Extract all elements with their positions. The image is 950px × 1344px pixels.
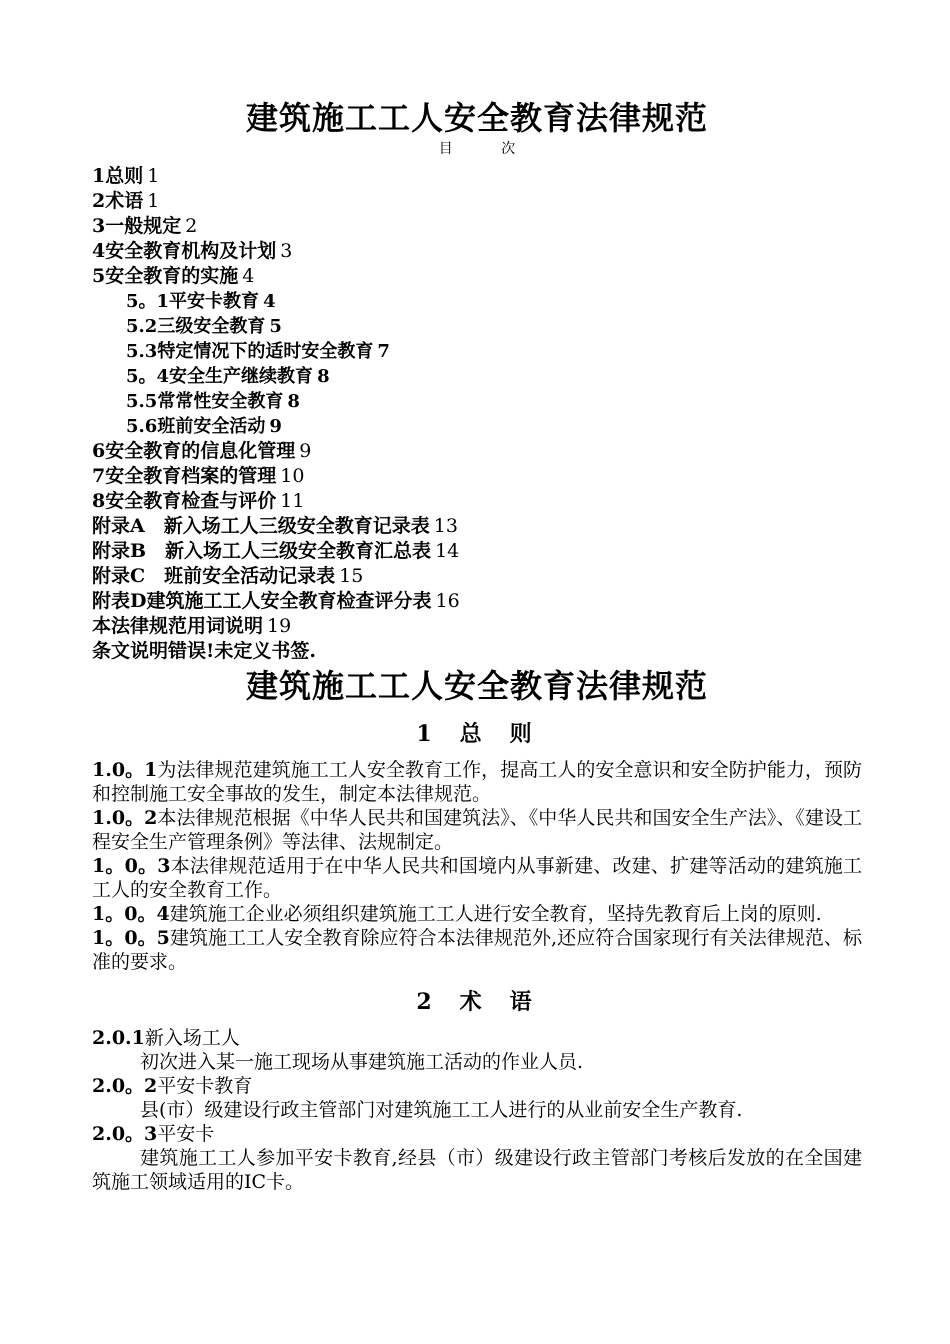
toc-entry-page: 3: [280, 240, 293, 262]
toc-entry-page: 13: [433, 515, 458, 537]
toc-entry-title: 8安全教育检查与评价: [92, 490, 277, 512]
chapter-1-heading: [92, 718, 862, 750]
toc-entry[interactable]: [92, 564, 862, 589]
clause-number: 1.0。2: [92, 807, 158, 829]
document-page: [92, 92, 862, 1194]
toc-entry[interactable]: [92, 589, 862, 614]
toc-entry-title: 2术语: [92, 190, 144, 212]
toc-entry-title: 5.2三级安全教育: [126, 316, 266, 337]
table-of-contents: [92, 164, 862, 664]
clause-number: 1。0。5: [92, 927, 170, 949]
toc-entry[interactable]: [92, 539, 862, 564]
toc-entry-page: 9: [269, 416, 282, 437]
toc-entry-page: 16: [435, 590, 460, 612]
term-number: 2.0。3: [92, 1123, 158, 1145]
chapter-name-part: 术: [459, 989, 488, 1015]
toc-entry-title: 5.6班前安全活动: [126, 416, 266, 437]
toc-entry-page: 4: [242, 265, 255, 287]
toc-entry-page: 15: [339, 565, 364, 587]
chapter-name-part: 语: [509, 989, 538, 1015]
term-definition: 县(市）级建设行政主管部门对建筑施工工人进行的从业前安全生产教育.: [140, 1099, 743, 1121]
toc-entry-page: 2: [185, 215, 198, 237]
toc-entry-page: 9: [299, 440, 312, 462]
toc-entry-title: 5.3特定情况下的适时安全教育: [126, 341, 374, 362]
toc-entry[interactable]: [92, 364, 862, 389]
chapter-name-part: 总: [459, 721, 488, 747]
chapter-1-clauses: [92, 758, 862, 974]
toc-entry[interactable]: [92, 239, 862, 264]
clause-paragraph: [92, 806, 862, 854]
body-title: 建筑施工工人安全教育法律规范: [245, 667, 708, 705]
term-name: 平安卡教育: [157, 1075, 253, 1097]
toc-entry-title: 5。4安全生产继续教育: [126, 366, 314, 387]
toc-entry-page: 1: [147, 190, 160, 212]
clause-text: 建筑施工企业必须组织建筑施工工人进行安全教育，坚持先教育后上岗的原则.: [169, 903, 822, 925]
toc-entry[interactable]: [92, 614, 862, 639]
clause-text: 本法律规范适用于在中华人民共和国境内从事新建、改建、扩建等活动的建筑施工工人的安全教育工作。: [92, 855, 862, 901]
toc-entry[interactable]: [92, 414, 862, 439]
clause-number: 1。0。4: [92, 903, 170, 925]
toc-entry-title: 本法律规范用词说明: [92, 615, 264, 637]
toc-entry-title: 附录A 新入场工人三级安全教育记录表: [92, 515, 430, 537]
toc-entry-page: 11: [280, 490, 305, 512]
chapter-name-part: 则: [509, 721, 538, 747]
term-definition: 初次进入某一施工现场从事建筑施工活动的作业人员.: [140, 1051, 584, 1073]
toc-entry[interactable]: [92, 314, 862, 339]
toc-entry-title: 6安全教育的信息化管理: [92, 440, 296, 462]
toc-entry[interactable]: [92, 514, 862, 539]
chapter-number: 1: [416, 721, 438, 747]
toc-entry-title: 7安全教育档案的管理: [92, 465, 277, 487]
clause-number: 1.0。1: [92, 759, 158, 781]
toc-entry[interactable]: [92, 289, 862, 314]
chapter-2-terms: [92, 1026, 862, 1194]
toc-entry-title: 5。1平安卡教育: [126, 291, 260, 312]
toc-entry[interactable]: [92, 164, 862, 189]
toc-entry[interactable]: [92, 389, 862, 414]
toc-entry[interactable]: [92, 189, 862, 214]
toc-entry[interactable]: [92, 264, 862, 289]
toc-entry-page: 19: [267, 615, 292, 637]
toc-entry-page: 8: [287, 391, 300, 412]
toc-entry[interactable]: [92, 639, 862, 664]
clause-text: 本法律规范根据《中华人民共和国建筑法》、《中华人民共和国安全生产法》、《建设工程安全生产管理条例》等法律、法规制定。: [92, 807, 862, 853]
toc-entry[interactable]: [92, 489, 862, 514]
toc-entry-page: 4: [263, 291, 276, 312]
toc-entry-title: 5安全教育的实施: [92, 265, 239, 287]
toc-entry-title: 1总则: [92, 165, 144, 187]
toc-label: 目 次: [438, 141, 538, 157]
toc-entry-title: 附录B 新入场工人三级安全教育汇总表: [92, 540, 432, 562]
clause-text: 为法律规范建筑施工工人安全教育工作，提高工人的安全意识和安全防护能力，预防和控制施工安全事故的发生，制定本法律规范。: [92, 759, 862, 805]
clause-paragraph: [92, 758, 862, 806]
toc-entry-page: 10: [280, 465, 305, 487]
toc-entry-page: 5: [269, 316, 282, 337]
term-heading: [92, 1122, 862, 1146]
toc-entry-title: 3一般规定: [92, 215, 182, 237]
clause-paragraph: [92, 926, 862, 974]
toc-entry-page: 1: [147, 165, 160, 187]
clause-text: 建筑施工工人安全教育除应符合本法律规范外,还应符合国家现行有关法律规范、标准的要求。: [92, 927, 862, 973]
toc-entry-title: 条文说明错误!未定义书签.: [92, 640, 316, 662]
term-heading: [92, 1074, 862, 1098]
clause-paragraph: [92, 854, 862, 902]
term-name: 平安卡: [157, 1123, 215, 1145]
toc-entry[interactable]: [92, 339, 862, 364]
toc-entry-title: 4安全教育机构及计划: [92, 240, 277, 262]
term-name: 新入场工人: [144, 1027, 240, 1049]
chapter-number: 2: [416, 989, 438, 1015]
toc-entry[interactable]: [92, 439, 862, 464]
toc-entry-page: 7: [377, 341, 390, 362]
clause-number: 1。0。3: [92, 855, 171, 877]
toc-entry-page: 14: [435, 540, 460, 562]
toc-entry[interactable]: [92, 214, 862, 239]
toc-entry-title: 附表D建筑施工工人安全教育检查评分表: [92, 590, 432, 612]
clause-paragraph: [92, 902, 862, 926]
toc-entry[interactable]: [92, 464, 862, 489]
chapter-2-heading: [92, 986, 862, 1018]
toc-entry-title: 附录C 班前安全活动记录表: [92, 565, 336, 587]
term-number: 2.0。2: [92, 1075, 158, 1097]
term-number: 2.0.1: [92, 1027, 145, 1049]
document-title: 建筑施工工人安全教育法律规范: [245, 99, 708, 137]
toc-entry-title: 5.5常常性安全教育: [126, 391, 284, 412]
toc-entry-page: 8: [317, 366, 330, 387]
term-definition: 建筑施工工人参加平安卡教育,经县（市）级建设行政主管部门考核后发放的在全国建筑施工领域适用的IC卡。: [92, 1147, 862, 1193]
term-heading: [92, 1026, 862, 1050]
